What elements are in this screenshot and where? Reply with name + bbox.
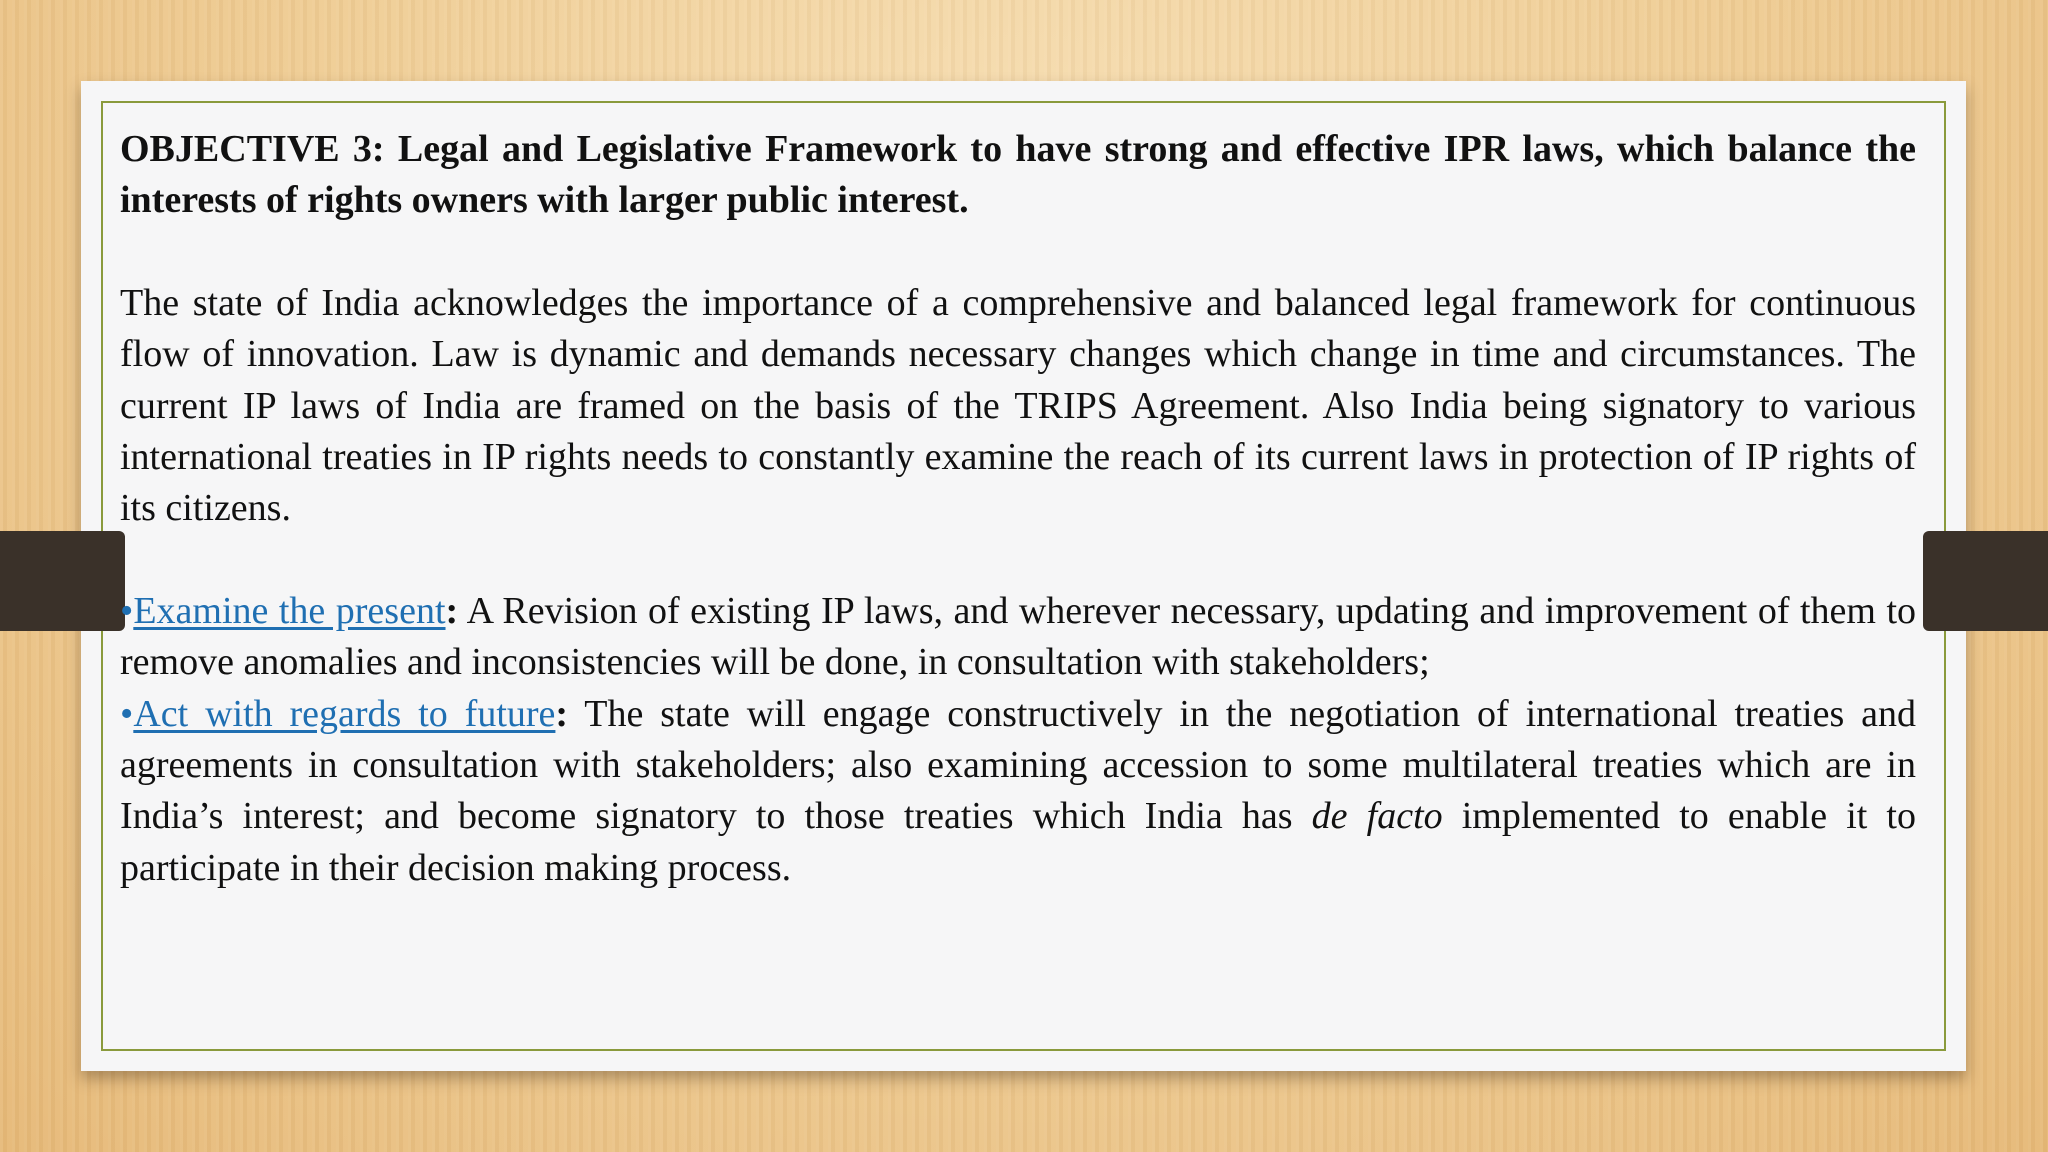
slide-content <box>120 124 1916 894</box>
intro-paragraph: The state of India acknowledges the importance of a comprehensive and balanced legal framework for continuous flow of innovation. Law is dynamic and demands necessary changes which change in time and circumstances. The current IP laws of India are framed on the basis of the TRIPS Agreement. Also India being signatory to various international treaties in IP rights needs to constantly examine the reach of its current laws in protection of IP rights of its citizens. <box>120 281 1916 530</box>
bullet-act-future <box>120 689 1916 895</box>
bullet-marker: • <box>120 589 134 632</box>
bullet-text-after: implemented to enable it to participate in their decision making process. <box>120 795 1916 889</box>
act-future-link[interactable]: Act with regards to future <box>133 692 556 735</box>
left-binder-tab <box>0 531 125 631</box>
bullet-text: A Revision of existing IP laws, and wherever necessary, updating and improvement of them to remove anomalies and inconsistencies will be done, in consultation with stakeholders; <box>120 589 1916 684</box>
bullet-examine-present <box>120 586 1916 689</box>
bullet-text-before: The state will engage constructively in the negotiation of international treaties and agreements in consultation with stakeholders; also examining accession to some multilateral treaties which are in India’s interest; and become signatory to those treaties which India has <box>120 692 1916 838</box>
bullet-colon: : <box>445 589 459 632</box>
examine-present-link[interactable]: Examine the present <box>133 589 446 632</box>
objective-heading: OBJECTIVE 3: Legal and Legislative Framework to have strong and effective IPR laws, which balance the interests of rights owners with larger public interest. <box>120 128 1916 222</box>
bullet-list <box>120 586 1916 894</box>
right-binder-tab <box>1923 531 2048 631</box>
bullet-colon: : <box>555 692 569 735</box>
de-facto-italic: de facto <box>1311 795 1443 838</box>
bullet-marker: • <box>120 692 134 735</box>
